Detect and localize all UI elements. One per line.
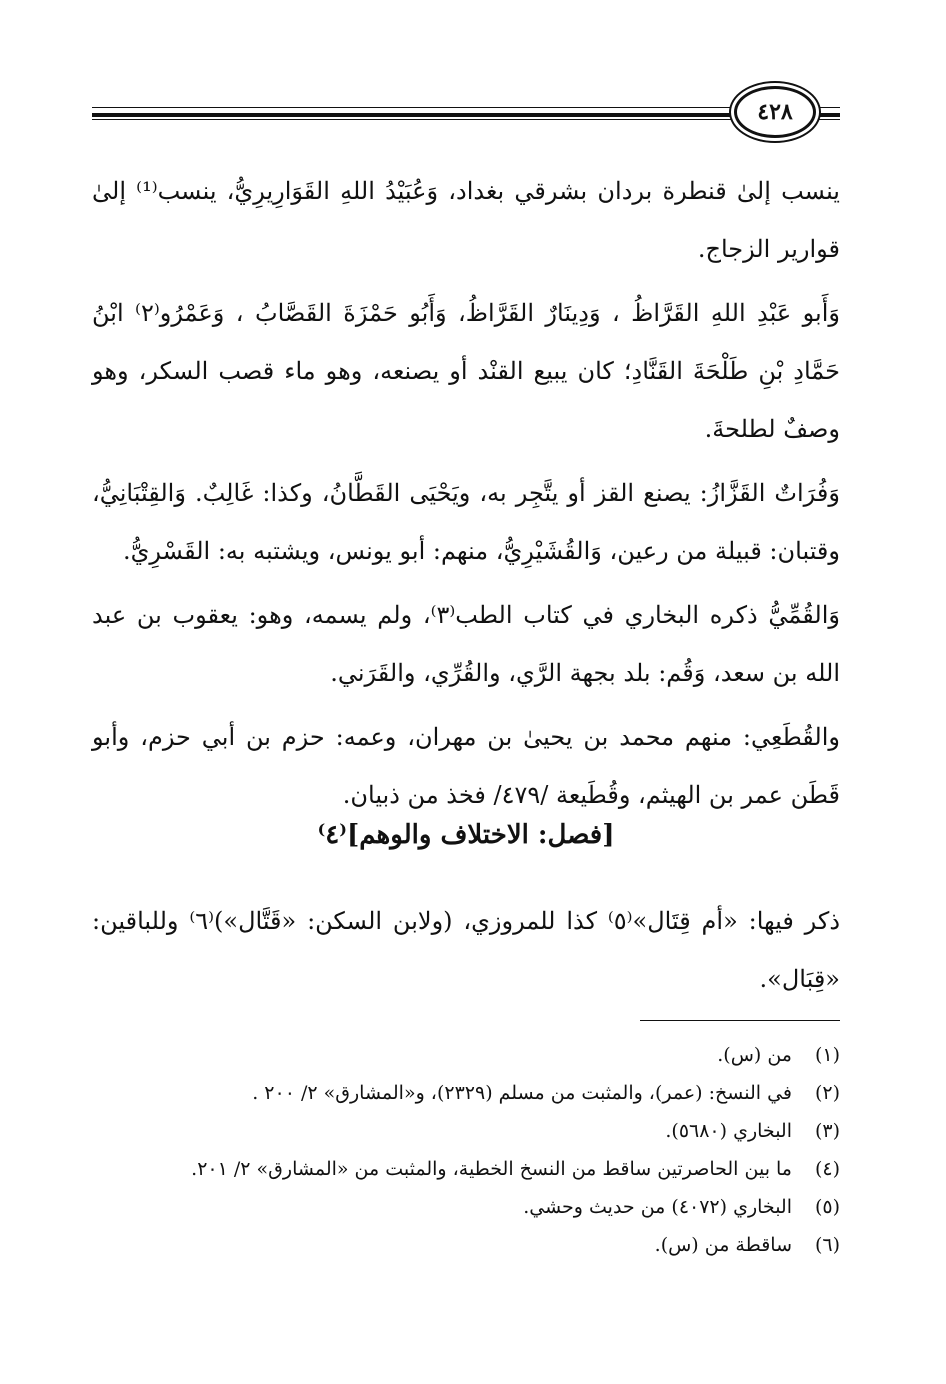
header-rule-thick bbox=[92, 113, 840, 117]
header-rule-thin bbox=[92, 119, 840, 120]
footnote-text: من (س). bbox=[717, 1044, 792, 1066]
footnote bbox=[92, 1188, 840, 1226]
footnote-number: (٣) bbox=[814, 1120, 840, 1142]
paragraph-3: وَفُرَاتٌ القَزَّازُ: يصنع القز أو يتَّجِر به، ويَحْيَى القَطَّانُ، وكذا: غَالِبٌ. وَالقِتْبَانِيُّ، وقتبان: قبيلة من رعين، وَالقُشَيْرِيُّ، منهم: أبو يونس، ويشتبه به: القَسْرِيُّ. bbox=[92, 479, 840, 565]
header-rule-top bbox=[92, 107, 840, 108]
footnote-number: (١) bbox=[814, 1044, 840, 1066]
footnote-text: في النسخ: (عمر)، والمثبت من مسلم (٢٣٢٩)، و«المشارق» ٢/ ٢٠٠ . bbox=[252, 1082, 792, 1104]
footnote-text: البخاري (٥٦٨٠). bbox=[665, 1120, 792, 1142]
footnote-number: (٤) bbox=[814, 1158, 840, 1180]
paragraph-2: وَأَبو عَبْدِ اللهِ القَرَّاظُ ، وَدِينَارٌ القَرَّاظُ، وَأَبُو حَمْزَةَ القَصَّابُ ، وَعَمْرُو⁽٢⁾ ابْنُ حَمَّادِ بْنِ طَلْحَةَ القَنَّادِ؛ كان يبيع القنْد أو يصنعه، وهو ماء قصب السكر، وهو وصفٌ لطلحةَ. bbox=[92, 299, 841, 443]
page-header bbox=[92, 86, 840, 136]
footnote bbox=[92, 1226, 840, 1264]
footnote bbox=[92, 1150, 840, 1188]
main-text bbox=[92, 162, 840, 830]
footnote bbox=[92, 1074, 840, 1112]
footnote-number: (٦) bbox=[814, 1234, 840, 1256]
footnote-text: ما بين الحاصرتين ساقط من النسخ الخطية، والمثبت من «المشارق» ٢/ ٢٠١. bbox=[191, 1158, 792, 1180]
section-title: [فصل: الاختلاف والوهم]⁽٤⁾ bbox=[317, 820, 615, 850]
footnote bbox=[92, 1112, 840, 1150]
page-number: ٤٢٨ bbox=[757, 99, 793, 125]
paragraph-4: وَالقُمِّيُّ ذكره البخاري في كتاب الطب⁽٣⁾، ولم يسمه، وهو: يعقوب بن عبد الله بن سعد، وَقُم: بلد بجهة الرَّي، والقُرِّي، والقَرَني. bbox=[92, 601, 840, 687]
paragraph-1: ينسب إلىٰ قنطرة بردان بشرقي بغداد، وَعُبَيْدُ اللهِ القَوَارِيرِيُّ، ينسب⁽¹⁾ إلىٰ قوارير الزجاج. bbox=[92, 177, 840, 263]
footnote-text: ساقطة من (س). bbox=[654, 1234, 792, 1256]
footnotes bbox=[92, 1036, 840, 1264]
footnote-number: (٥) bbox=[814, 1196, 840, 1218]
section-text: ذكر فيها: «أم قِتَال»⁽٥⁾ كذا للمروزي، (ولابن السكن: «قَتَّال»)⁽٦⁾ وللباقين: «قِبَال». bbox=[92, 907, 841, 993]
page-number-badge bbox=[734, 86, 816, 138]
footnote bbox=[92, 1036, 840, 1074]
paragraph-5: والقُطَعِي: منهم محمد بن يحيىٰ بن مهران، وعمه: حزم بن أبي حزم، وأبو قَطَن عمر بن الهيثم، وقُطَيعة /٤٧٩/ فخذ من ذبيان. bbox=[92, 723, 840, 809]
footnote-text: البخاري (٤٠٧٢) من حديث وحشي. bbox=[523, 1196, 792, 1218]
footnote-number: (٢) bbox=[814, 1082, 840, 1104]
footnote-separator bbox=[640, 1020, 840, 1021]
